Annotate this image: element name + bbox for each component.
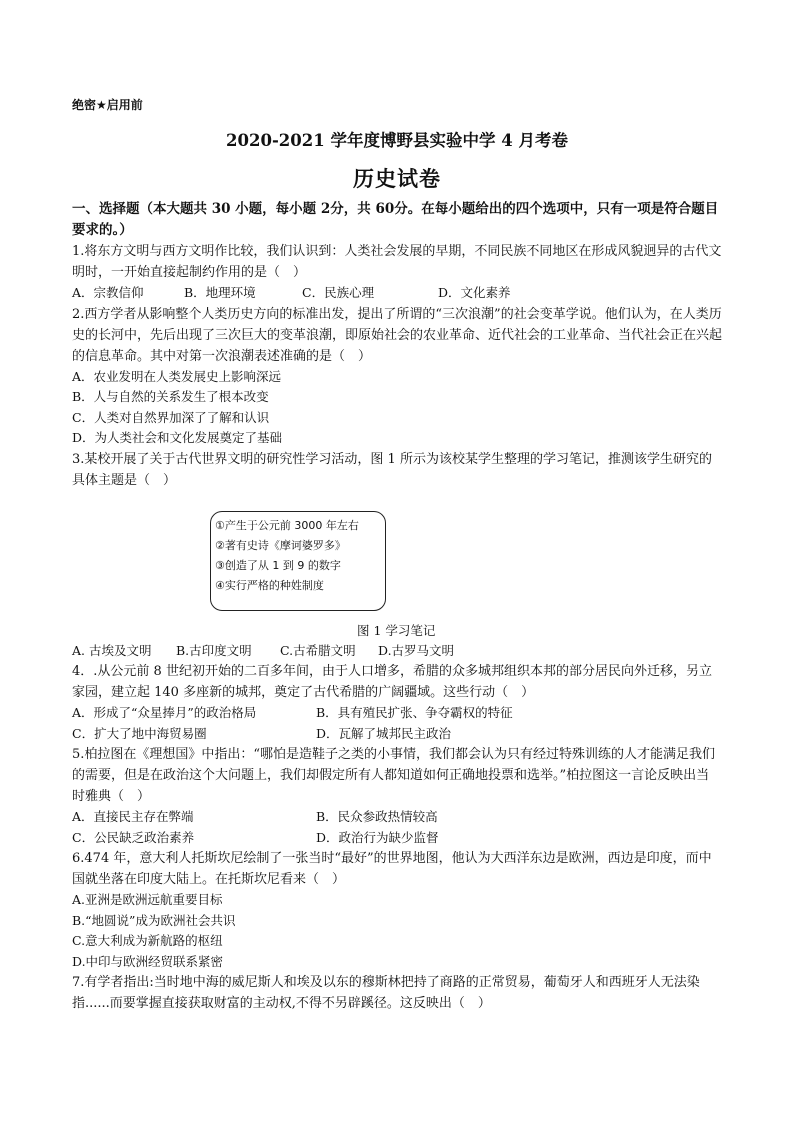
note-3: ③创造了从 1 到 9 的数字 xyxy=(215,558,341,572)
option-c: C．扩大了地中海贸易圈 xyxy=(72,725,207,741)
note-4: ④实行严格的种姓制度 xyxy=(215,578,324,592)
option-a: A．形成了“众星捧月”的政治格局 xyxy=(72,705,257,720)
question-5-options-row-2 xyxy=(72,828,722,849)
question-2-stem: 2.西方学者从影响整个人类历史方向的标准出发，提出了所谓的“三次浪潮”的社会变革学说。他们认为，在人类历史的长河中，先后出现了三次巨大的变革浪潮，即原始社会的农业革命、近代社会的工业革命、当代社会正在兴起的信息革命。其中对第一次浪潮表述准确的是（ ） xyxy=(72,306,723,364)
option-d: D．政治行为缺少监督 xyxy=(316,829,439,845)
option-a: A．农业发明在人类发展史上影响深远 xyxy=(72,368,282,384)
question-4-options-row-1 xyxy=(72,703,722,724)
option-d: D.古罗马文明 xyxy=(378,642,455,658)
question-7-stem: 7.有学者指出:当时地中海的威尼斯人和埃及以东的穆斯林把持了商路的正常贸易，葡萄牙人和西班牙人无法染指......而要掌握直接获取财富的主动权,不得不另辟蹊径。这反映出（ ） xyxy=(72,975,700,1011)
question-4-options-row-2 xyxy=(72,724,722,745)
option-c: C．人类对自然界加深了了解和认识 xyxy=(72,409,270,425)
figure-caption: 图 1 学习笔记 xyxy=(357,622,436,638)
option-a: A.亚洲是欧洲远航重要目标 xyxy=(72,892,223,907)
option-c: C．公民缺乏政治素养 xyxy=(72,829,195,845)
option-a: A．宗教信仰 xyxy=(72,285,144,300)
secret-mark: 绝密★启用前 xyxy=(72,98,143,112)
study-notes-box xyxy=(210,511,386,611)
option-b: B．民众参政热情较高 xyxy=(316,809,438,824)
option-b: B.“地圆说”成为欧洲社会共识 xyxy=(72,912,236,928)
question-4-stem: 4．.从公元前 8 世纪初开始的二百多年间，由于人口增多，希腊的众多城邦组织本邦的部分居民向外迁移，另立家园，建立起 140 多座新的城邦，奠定了古代希腊的广阔疆域。这些行动（ ） xyxy=(72,664,712,700)
exam-title: 2020-2021 学年度博野县实验中学 4 月考卷 xyxy=(226,131,568,150)
option-d: D.中印与欧洲经贸联系紧密 xyxy=(72,953,224,969)
section-heading: 一、选择题（本大题共 30 小题，每小题 2分，共 60分。在每小题给出的四个选项中，只有一项是符合题目要求的。） xyxy=(72,201,719,238)
option-b: B．地理环境 xyxy=(184,285,256,300)
exam-page xyxy=(72,96,722,1014)
option-c: C.意大利成为新航路的枢纽 xyxy=(72,933,223,948)
option-c: C．民族心理 xyxy=(302,285,375,300)
figure-1 xyxy=(72,491,722,641)
question-5-options-row-1 xyxy=(72,807,722,828)
option-d: D．为人类社会和文化发展奠定了基础 xyxy=(72,430,283,445)
subject-title: 历史试卷 xyxy=(353,166,441,191)
question-6-stem: 6.474 年，意大利人托斯坎尼绘制了一张当时“最好”的世界地图，他认为大西洋东边是欧洲，西边是印度，而中国就坐落在印度大陆上。在托斯坎尼看来（ ） xyxy=(72,851,712,887)
option-d: D．瓦解了城邦民主政治 xyxy=(316,725,452,741)
option-b: B．人与自然的关系发生了根本改变 xyxy=(72,389,269,404)
question-3-stem: 3.某校开展了关于古代世界文明的研究性学习活动，图 1 所示为该校某学生整理的学习笔记，推测该学生研究的具体主题是（ ） xyxy=(72,451,712,488)
option-b: B.古印度文明 xyxy=(176,642,252,658)
question-1-options xyxy=(72,283,722,304)
question-5-stem: 5.柏拉图在《理想国》中指出：“哪怕是造鞋子之类的小事情，我们都会认为只有经过特殊训练的人才能满足我们的需要，但是在政治这个大问题上，我们却假定所有人都知道如何正确地投票和选举。”柏拉图这一言论反映出当时雅典（ ） xyxy=(72,747,716,804)
option-c: C.古希腊文明 xyxy=(280,642,356,658)
note-1: ①产生于公元前 3000 年左右 xyxy=(215,518,359,532)
option-a: A. 古埃及文明 xyxy=(72,642,152,658)
option-a: A．直接民主存在弊端 xyxy=(72,809,194,824)
option-b: B．具有殖民扩张、争夺霸权的特征 xyxy=(316,705,513,720)
note-2: ②著有史诗《摩诃婆罗多》 xyxy=(215,538,346,552)
question-3-options xyxy=(72,641,722,662)
option-d: D．文化素养 xyxy=(438,285,511,300)
question-1-stem: 1.将东方文明与西方文明作比较，我们认识到：人类社会发展的早期，不同民族不同地区在形成风貌迥异的古代文明时，一开始直接起制约作用的是（ ） xyxy=(72,244,722,280)
